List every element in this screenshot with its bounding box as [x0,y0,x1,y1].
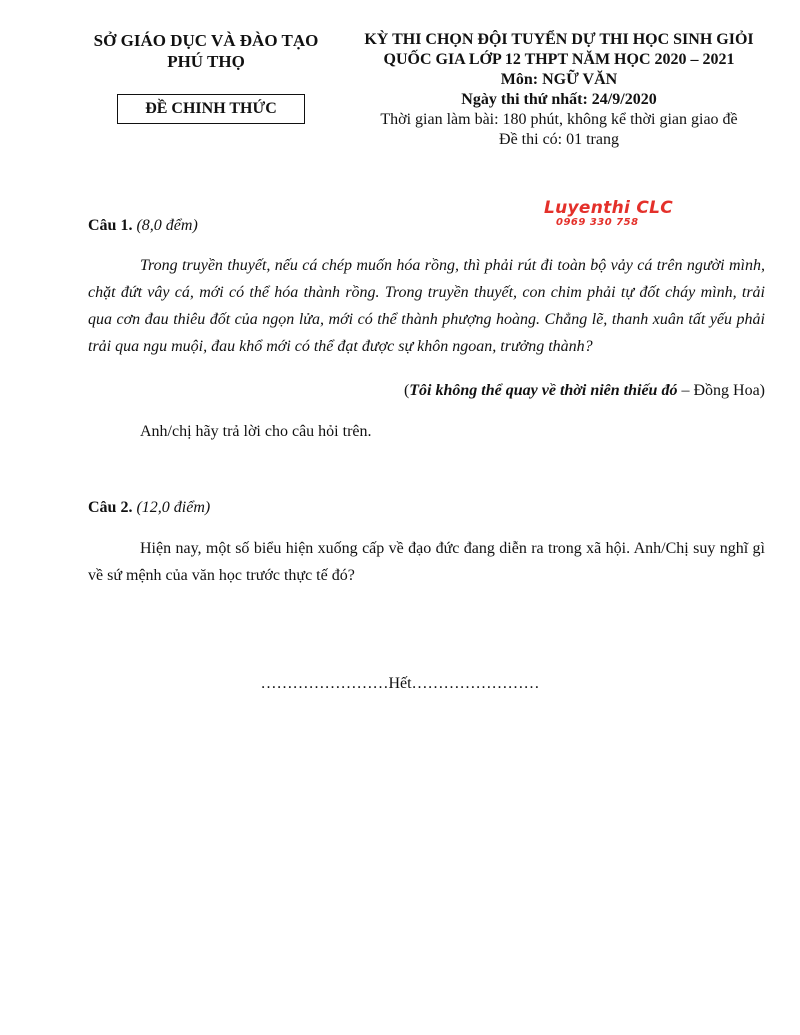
source-title: Tôi không thể quay về thời niên thiếu đó [409,382,678,399]
department-name: SỞ GIÁO DỤC VÀ ĐÀO TẠO [93,31,319,50]
exam-date: Ngày thi thứ nhất: 24/9/2020 [461,91,657,108]
source-open-paren: ( [403,382,410,399]
watermark-logo [544,200,694,228]
end-marker: ……………………Hết…………………… [260,675,540,692]
source-author: – Đồng Hoa) [677,382,765,399]
exam-title-line1: KỲ THI CHỌN ĐỘI TUYỂN DỰ THI HỌC SINH GIỎI [364,31,754,48]
question2-number: Câu 2. [88,499,133,516]
question2-heading [88,498,210,518]
watermark-phone: 0969 330 758 [556,217,639,228]
question2-points: (12,0 điểm) [136,499,211,516]
department-header [72,30,340,72]
question1-points: (8,0 đểm) [136,217,198,234]
exam-subject: Môn: NGỮ VĂN [500,71,618,88]
watermark-name: Luyenthi CLC [544,198,674,218]
exam-time-allowed: Thời gian làm bài: 180 phút, không kể thời gian giao đề [380,111,738,128]
question2-prompt: Hiện nay, một số biểu hiện xuống cấp về đạo đức đang diễn ra trong xã hội. Anh/Chị suy nghĩ gì về sứ mệnh của văn học trước thực tế đó? [88,540,765,584]
question1-number: Câu 1. [88,217,133,234]
question1-prompt: Anh/chị hãy trả lời cho câu hỏi trên. [140,423,372,440]
question1-passage: Trong truyền thuyết, nếu cá chép muốn hóa rồng, thì phải rút đi toàn bộ vảy cá trên người mình, chặt đứt vây cá, mới có thể hóa thành rồng. Trong truyền thuyết, con chim phải tự đốt cháy mình, trải qua cơn đau thiêu đốt của ngọn lửa, mới có thể thành phượng hoàng. Chẳng lẽ, thanh xuân tất yếu phải trải qua ngu muội, đau khổ mới có thể đạt được sự khôn ngoan, trưởng thành? [88,257,765,355]
exam-title-line2: QUỐC GIA LỚP 12 THPT NĂM HỌC 2020 – 2021 [383,51,735,68]
official-exam-label: ĐỀ CHINH THỨC [117,94,305,124]
province-name: PHÚ THỌ [167,52,245,71]
exam-page-count: Đề thi có: 01 trang [499,131,619,148]
question1-heading [88,216,198,236]
exam-header [345,30,773,150]
question1-source [404,381,765,401]
